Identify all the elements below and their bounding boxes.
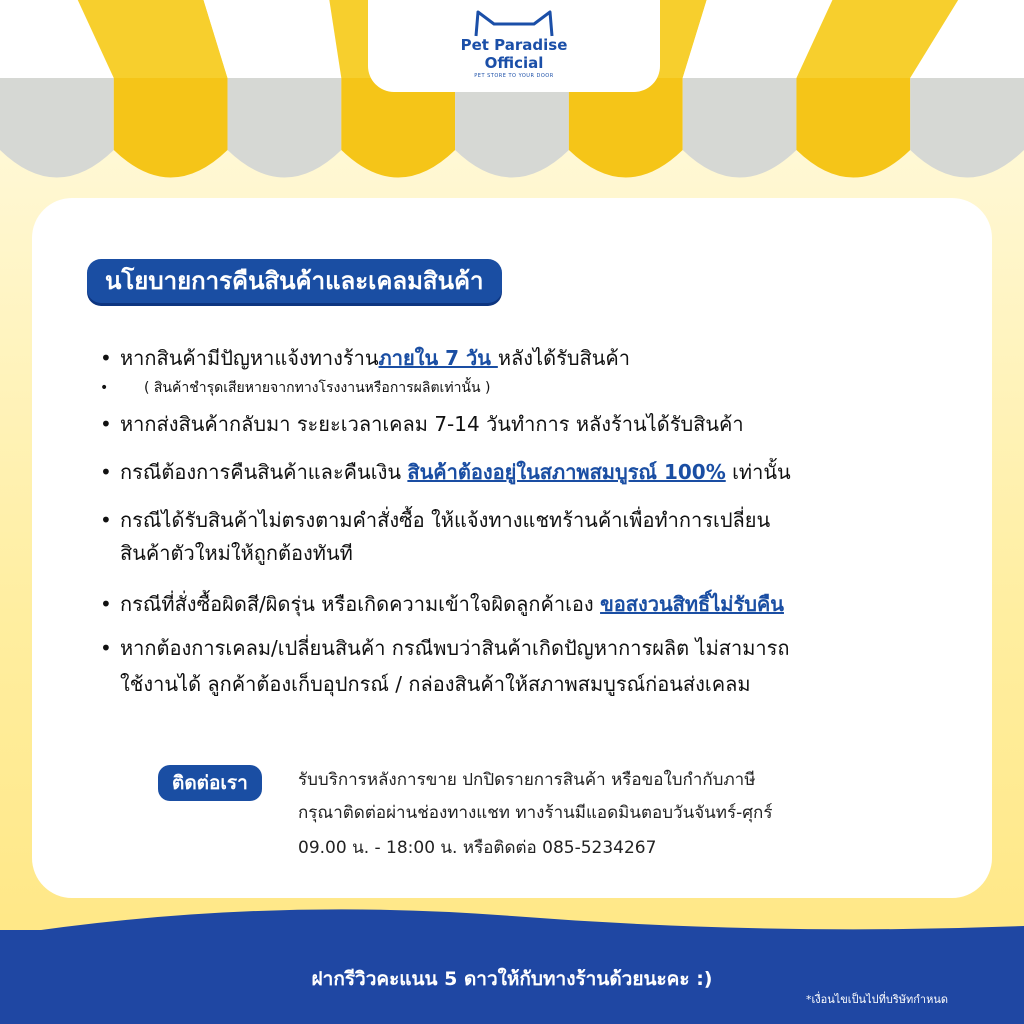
contact-text-1: รับบริการหลังการขาย ปกปิดรายการสินค้า หรือขอใบกำกับภาษี xyxy=(298,770,756,790)
brand-tagline: PET STORE TO YOUR DOOR xyxy=(474,73,554,79)
awning-stripe xyxy=(569,78,683,178)
awning-top-stripe xyxy=(204,0,342,78)
highlight-condition: สินค้าต้องอยู่ในสภาพสมบูรณ์ 100% xyxy=(407,460,726,484)
brand-name-line2: Official xyxy=(484,54,544,72)
policy-item-6: • หากต้องการเคลม/เปลี่ยนสินค้า กรณีพบว่าสินค้าเกิดปัญหาการผลิต ไม่สามารถ ใช้งานได้ ลูกค้าต้องเก็บอุปกรณ์ / กล่องสินค้าให้สภาพสมบูรณ์ก่อนส่งเคลม xyxy=(100,630,789,702)
brand-name: Pet Paradise xyxy=(460,36,568,54)
awning-stripe xyxy=(114,78,228,178)
awning-stripe xyxy=(910,78,1024,178)
awning-stripe xyxy=(455,78,569,178)
bullet: • xyxy=(100,460,112,484)
terms-note: *เงื่อนไขเป็นไปที่บริษัทกำหนด xyxy=(806,993,948,1006)
bullet: • xyxy=(100,592,112,616)
policy-item-4: • กรณีได้รับสินค้าไม่ตรงตามคำสั่งซื้อ ให้แจ้งทางแชทร้านค้าเพื่อทำการเปลี่ยน สินค้าตัวใหม่ให้ถูกต้องทันที xyxy=(100,504,770,570)
bullet: • xyxy=(100,508,112,532)
contact-label: ติดต่อเรา xyxy=(158,765,262,801)
policy-item-5: • กรณีที่สั่งซื้อผิดสี/ผิดรุ่น หรือเกิดความเข้าใจผิดลูกค้าเอง ขอสงวนสิทธิ์ไม่รับคืน xyxy=(100,592,784,616)
review-message: ฝากรีวิวคะแนน 5 ดาวให้กับทางร้านด้วยนะคะ :) xyxy=(311,968,713,990)
contact-text-2: กรุณาติดต่อผ่านช่องทางแชท ทางร้านมีแอดมินตอบวันจันทร์-ศุกร์ xyxy=(298,803,773,823)
contact-text-3: 09.00 น. - 18:00 น. หรือติดต่อ 085-5234267 xyxy=(298,838,657,858)
bullet: • xyxy=(100,380,109,396)
awning-stripe xyxy=(683,78,797,178)
bullet: • xyxy=(100,346,112,370)
brand-logo xyxy=(368,0,660,92)
policy-item-2: • หากส่งสินค้ากลับมา ระยะเวลาเคลม 7-14 วันทำการ หลังร้านได้รับสินค้า xyxy=(100,412,744,436)
cat-ears-icon xyxy=(472,8,556,38)
awning-stripe xyxy=(341,78,455,178)
awning-stripe xyxy=(796,78,910,178)
policy-item-3: • กรณีต้องการคืนสินค้าและคืนเงิน สินค้าต้องอยู่ในสภาพสมบูรณ์ 100% เท่านั้น xyxy=(100,460,791,484)
policy-item-1-note: • ( สินค้าชำรุดเสียหายจากทางโรงงานหรือการผลิตเท่านั้น ) xyxy=(100,380,491,396)
awning-stripe xyxy=(228,78,342,178)
bullet: • xyxy=(100,412,112,436)
policy-title: นโยบายการคืนสินค้าและเคลมสินค้า xyxy=(87,259,502,303)
awning-stripe xyxy=(0,78,114,178)
highlight-7-days: ภายใน 7 วัน xyxy=(378,346,498,370)
bullet: • xyxy=(100,636,112,660)
policy-item-1: • หากสินค้ามีปัญหาแจ้งทางร้านภายใน 7 วัน หลังได้รับสินค้า xyxy=(100,346,631,370)
highlight-no-return: ขอสงวนสิทธิ์ไม่รับคืน xyxy=(600,592,784,616)
